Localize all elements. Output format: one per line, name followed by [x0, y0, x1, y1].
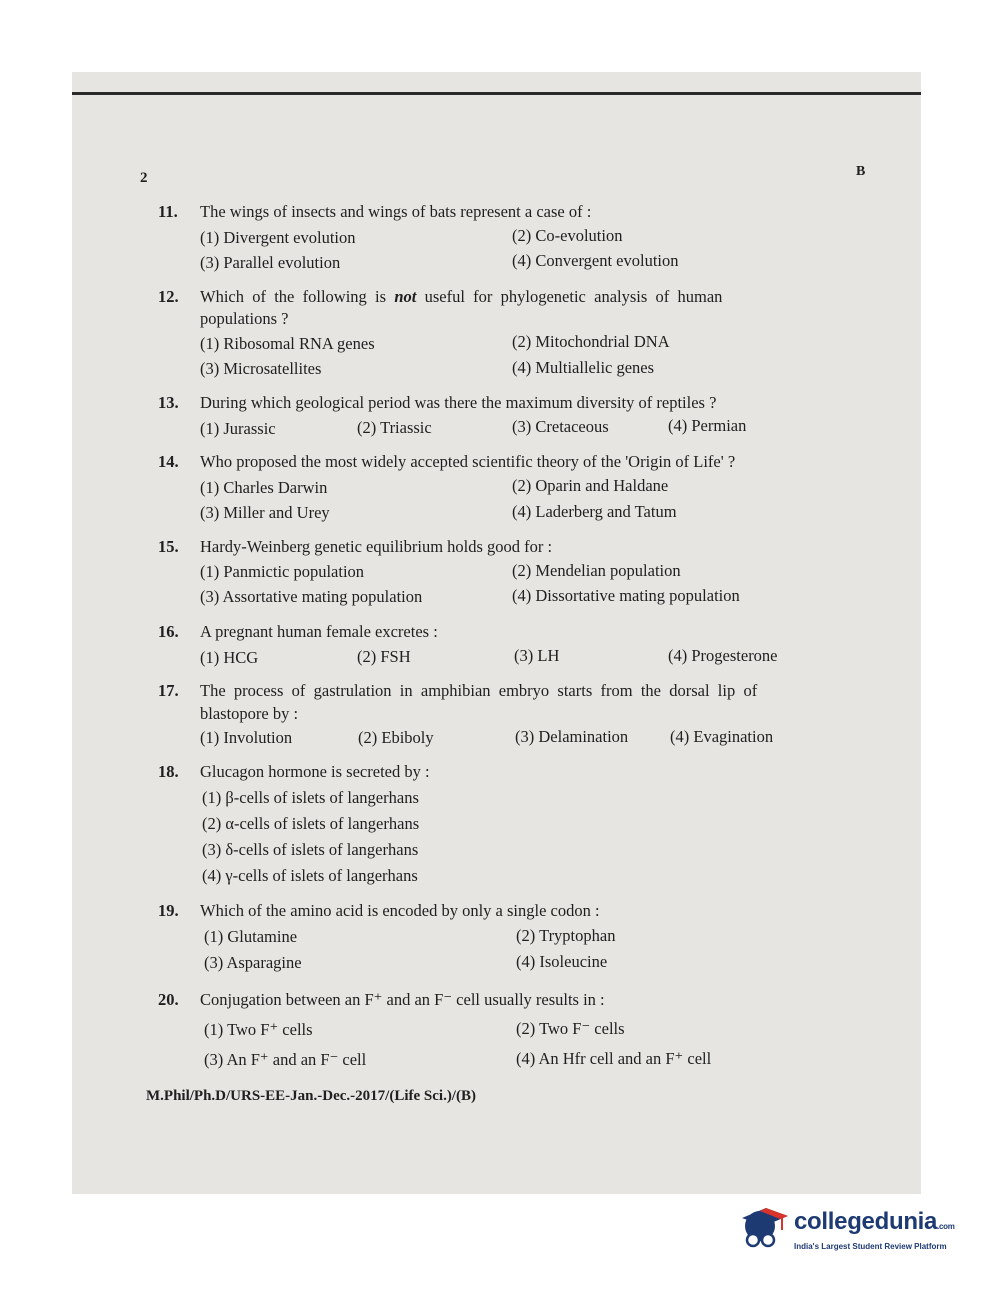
question-number: 13.	[158, 393, 179, 412]
option: (3) Cretaceous	[512, 417, 609, 436]
question-number: 12.	[158, 287, 179, 306]
logo-tagline: India's Largest Student Review Platform	[794, 1242, 947, 1251]
option: (4) Permian	[668, 416, 747, 435]
option: (1) Ribosomal RNA genes	[200, 334, 375, 353]
question-text: The wings of insects and wings of bats represent a case of :	[200, 202, 592, 221]
question-number: 20.	[158, 990, 179, 1009]
question-text: The process of gastrulation in amphibian embryo starts from the dorsal lip of	[200, 681, 758, 700]
option: (2) Ebiboly	[358, 728, 434, 747]
question-number: 11.	[158, 202, 178, 221]
option: (1) Panmictic population	[200, 562, 365, 581]
question-text: A pregnant human female excretes :	[200, 622, 438, 641]
option: (2) Two F⁻ cells	[516, 1019, 625, 1038]
option: (4) Laderberg and Tatum	[512, 502, 677, 521]
logo-name: collegedunia	[794, 1208, 938, 1235]
graduate-icon	[736, 1202, 792, 1258]
top-rule	[72, 92, 921, 95]
question-text	[200, 285, 722, 309]
option: (4) Isoleucine	[516, 952, 608, 971]
question-number: 16.	[158, 622, 179, 641]
option: (3) LH	[514, 646, 560, 665]
question-text: Who proposed the most widely accepted scientific theory of the 'Origin of Life' ?	[200, 452, 736, 471]
option: (1) Glutamine	[204, 927, 298, 946]
page-number: 2	[140, 170, 148, 186]
question-number: 17.	[158, 681, 179, 700]
option: (3) Assortative mating population	[200, 587, 423, 606]
option: (4) Multiallelic genes	[512, 358, 655, 377]
option: (4) γ-cells of islets of langerhans	[202, 866, 418, 885]
option: (2) FSH	[357, 647, 411, 666]
question-text-part: useful for phylogenetic analysis of human	[416, 287, 723, 306]
option: (1) Two F⁺ cells	[204, 1020, 313, 1039]
option: (1) Divergent evolution	[200, 228, 356, 247]
option: (2) Mendelian population	[512, 561, 681, 580]
question-text: Hardy-Weinberg genetic equilibrium holds good for :	[200, 537, 553, 556]
option: (3) Parallel evolution	[200, 253, 341, 272]
option: (4) An Hfr cell and an F⁺ cell	[516, 1049, 712, 1068]
option: (4) Progesterone	[668, 646, 778, 665]
option: (4) Evagination	[670, 727, 774, 746]
option: (2) Oparin and Haldane	[512, 476, 669, 495]
question-number: 19.	[158, 901, 179, 920]
option: (2) Triassic	[357, 418, 432, 437]
option: (1) Involution	[200, 728, 293, 747]
question-number: 15.	[158, 537, 179, 556]
option: (1) Charles Darwin	[200, 478, 328, 497]
option: (1) β-cells of islets of langerhans	[202, 788, 419, 807]
question-number: 14.	[158, 452, 179, 471]
option: (3) Asparagine	[204, 953, 302, 972]
logo-tld: .com	[937, 1222, 955, 1231]
option: (3) Microsatellites	[200, 359, 322, 378]
question-text: Conjugation between an F⁺ and an F⁻ cell usually results in :	[200, 990, 605, 1009]
question-text-line2: populations ?	[200, 309, 289, 328]
option: (4) Convergent evolution	[512, 251, 679, 270]
question-text-line2: blastopore by :	[200, 704, 299, 723]
emphasis-not: not	[394, 287, 417, 306]
logo-wordmark	[794, 1208, 955, 1236]
option: (2) α-cells of islets of langerhans	[202, 814, 420, 833]
option: (3) δ-cells of islets of langerhans	[202, 840, 419, 859]
question-text: Glucagon hormone is secreted by :	[200, 762, 430, 781]
question-text: During which geological period was there the maximum diversity of reptiles ?	[200, 393, 717, 412]
paper-code-footer: M.Phil/Ph.D/URS-EE-Jan.-Dec.-2017/(Life Sci.)/(B)	[146, 1088, 476, 1104]
option: (1) Jurassic	[200, 419, 276, 438]
option: (4) Dissortative mating population	[512, 586, 740, 605]
option: (2) Mitochondrial DNA	[512, 332, 670, 351]
option: (2) Tryptophan	[516, 926, 616, 945]
option: (1) HCG	[200, 648, 259, 667]
option: (3) An F⁺ and an F⁻ cell	[204, 1050, 367, 1069]
option: (3) Miller and Urey	[200, 503, 330, 522]
question-number: 18.	[158, 762, 179, 781]
question-text-part: Which of the following is	[200, 287, 395, 306]
collegedunia-logo[interactable]	[736, 1198, 966, 1268]
option: (2) Co-evolution	[512, 226, 623, 245]
question-text: Which of the amino acid is encoded by only a single codon :	[200, 901, 600, 920]
scanned-page	[72, 72, 921, 1194]
set-code: B	[856, 164, 866, 179]
option: (3) Delamination	[515, 727, 629, 746]
